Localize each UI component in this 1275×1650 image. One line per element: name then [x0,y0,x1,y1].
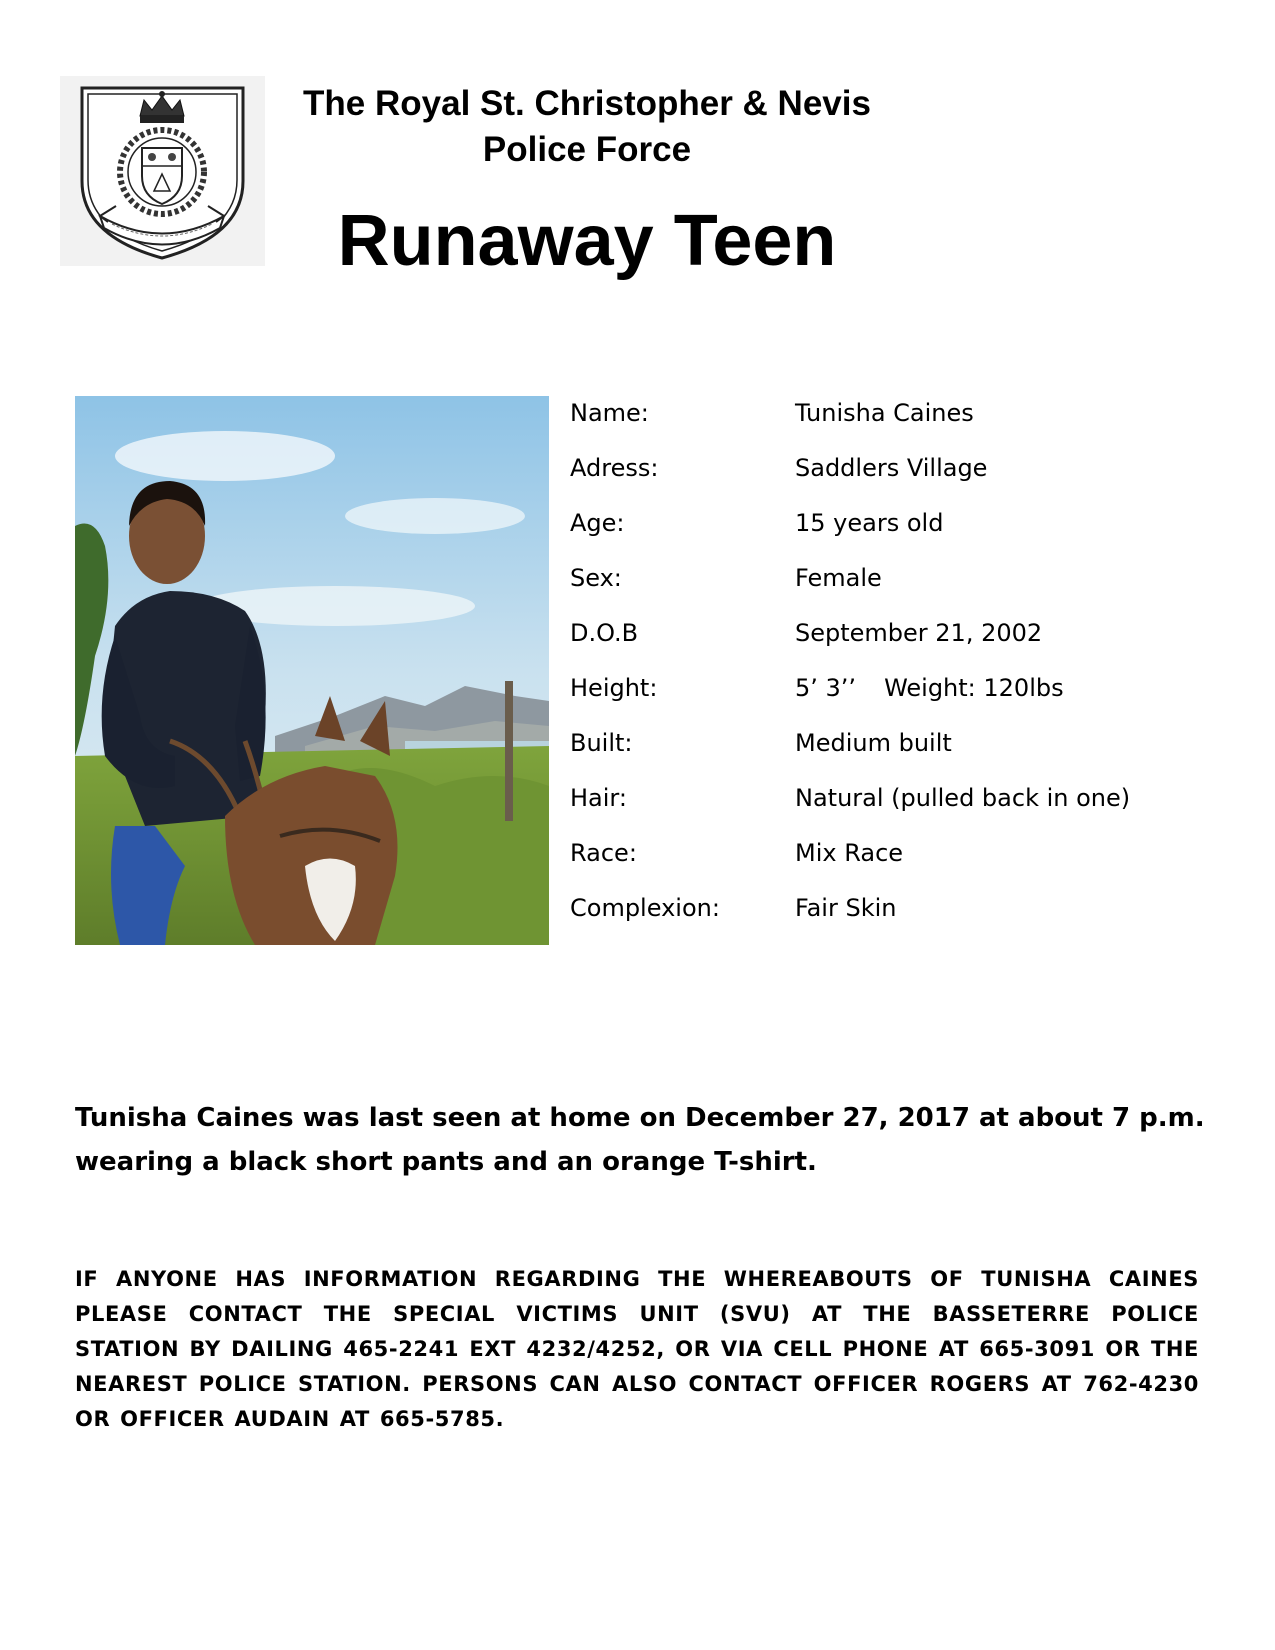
detail-row-built [570,724,1230,779]
sex-label: Sex: [570,564,622,592]
org-name-line-2: Police Force [482,130,692,169]
contact-info-paragraph: IF ANYONE HAS INFORMATION REGARDING THE WHEREABOUTS OF TUNISHA CAINES PLEASE CONTACT THE SPECIAL VICTIMS UNIT (SVU) AT THE BASSETERRE POLICE STATION BY DAILING 465-2241 EXT 4232/4252, OR VIA CELL PHONE AT 665-3091 OR THE NEAREST POLICE STATION. PERSONS CAN ALSO CONTACT OFFICER ROGERS AT 762-4230 OR OFFICER AUDAIN AT 665-5785. [75,1267,1199,1431]
detail-row-age [570,504,1230,559]
address-label: Adress: [570,454,659,482]
name-value: Tunisha Caines [795,399,974,427]
built-label: Built: [570,729,633,757]
detail-row-complexion [570,889,1230,944]
race-value: Mix Race [795,839,904,867]
teen-on-horse-photo [75,396,549,945]
address-value: Saddlers Village [795,454,988,482]
sex-value: Female [795,564,882,592]
hair-value: Natural (pulled back in one) [795,784,1131,812]
built-value: Medium built [795,729,952,757]
detail-row-name [570,394,1230,449]
police-crest-icon [60,76,265,266]
last-seen-paragraph [75,1096,1205,1184]
dob-label: D.O.B [570,619,639,647]
hair-label: Hair: [570,784,627,812]
detail-row-height [570,669,1230,724]
weight-value: Weight: 120lbs [884,674,1064,702]
org-name-line-1: The Royal St. Christopher & Nevis [303,84,871,123]
detail-row-race [570,834,1230,889]
complexion-value: Fair Skin [795,894,897,922]
detail-row-hair [570,779,1230,834]
detail-row-address [570,449,1230,504]
height-label: Height: [570,674,658,702]
last-seen-line-1: Tunisha Caines was last seen at home on December 27, 2017 at about 7 p.m. [75,1103,1205,1133]
race-label: Race: [570,839,637,867]
detail-row-dob [570,614,1230,669]
details-table [570,394,1230,944]
dob-value: September 21, 2002 [795,619,1043,647]
name-label: Name: [570,399,649,427]
complexion-label: Complexion: [570,894,720,922]
detail-row-sex [570,559,1230,614]
poster-title: Runaway Teen [337,201,837,281]
height-value: 5’ 3’’ [795,674,857,702]
last-seen-line-2: wearing a black short pants and an orange T-shirt. [75,1147,817,1177]
age-label: Age: [570,509,625,537]
age-value: 15 years old [795,509,944,537]
height-weight-value [795,669,1064,707]
